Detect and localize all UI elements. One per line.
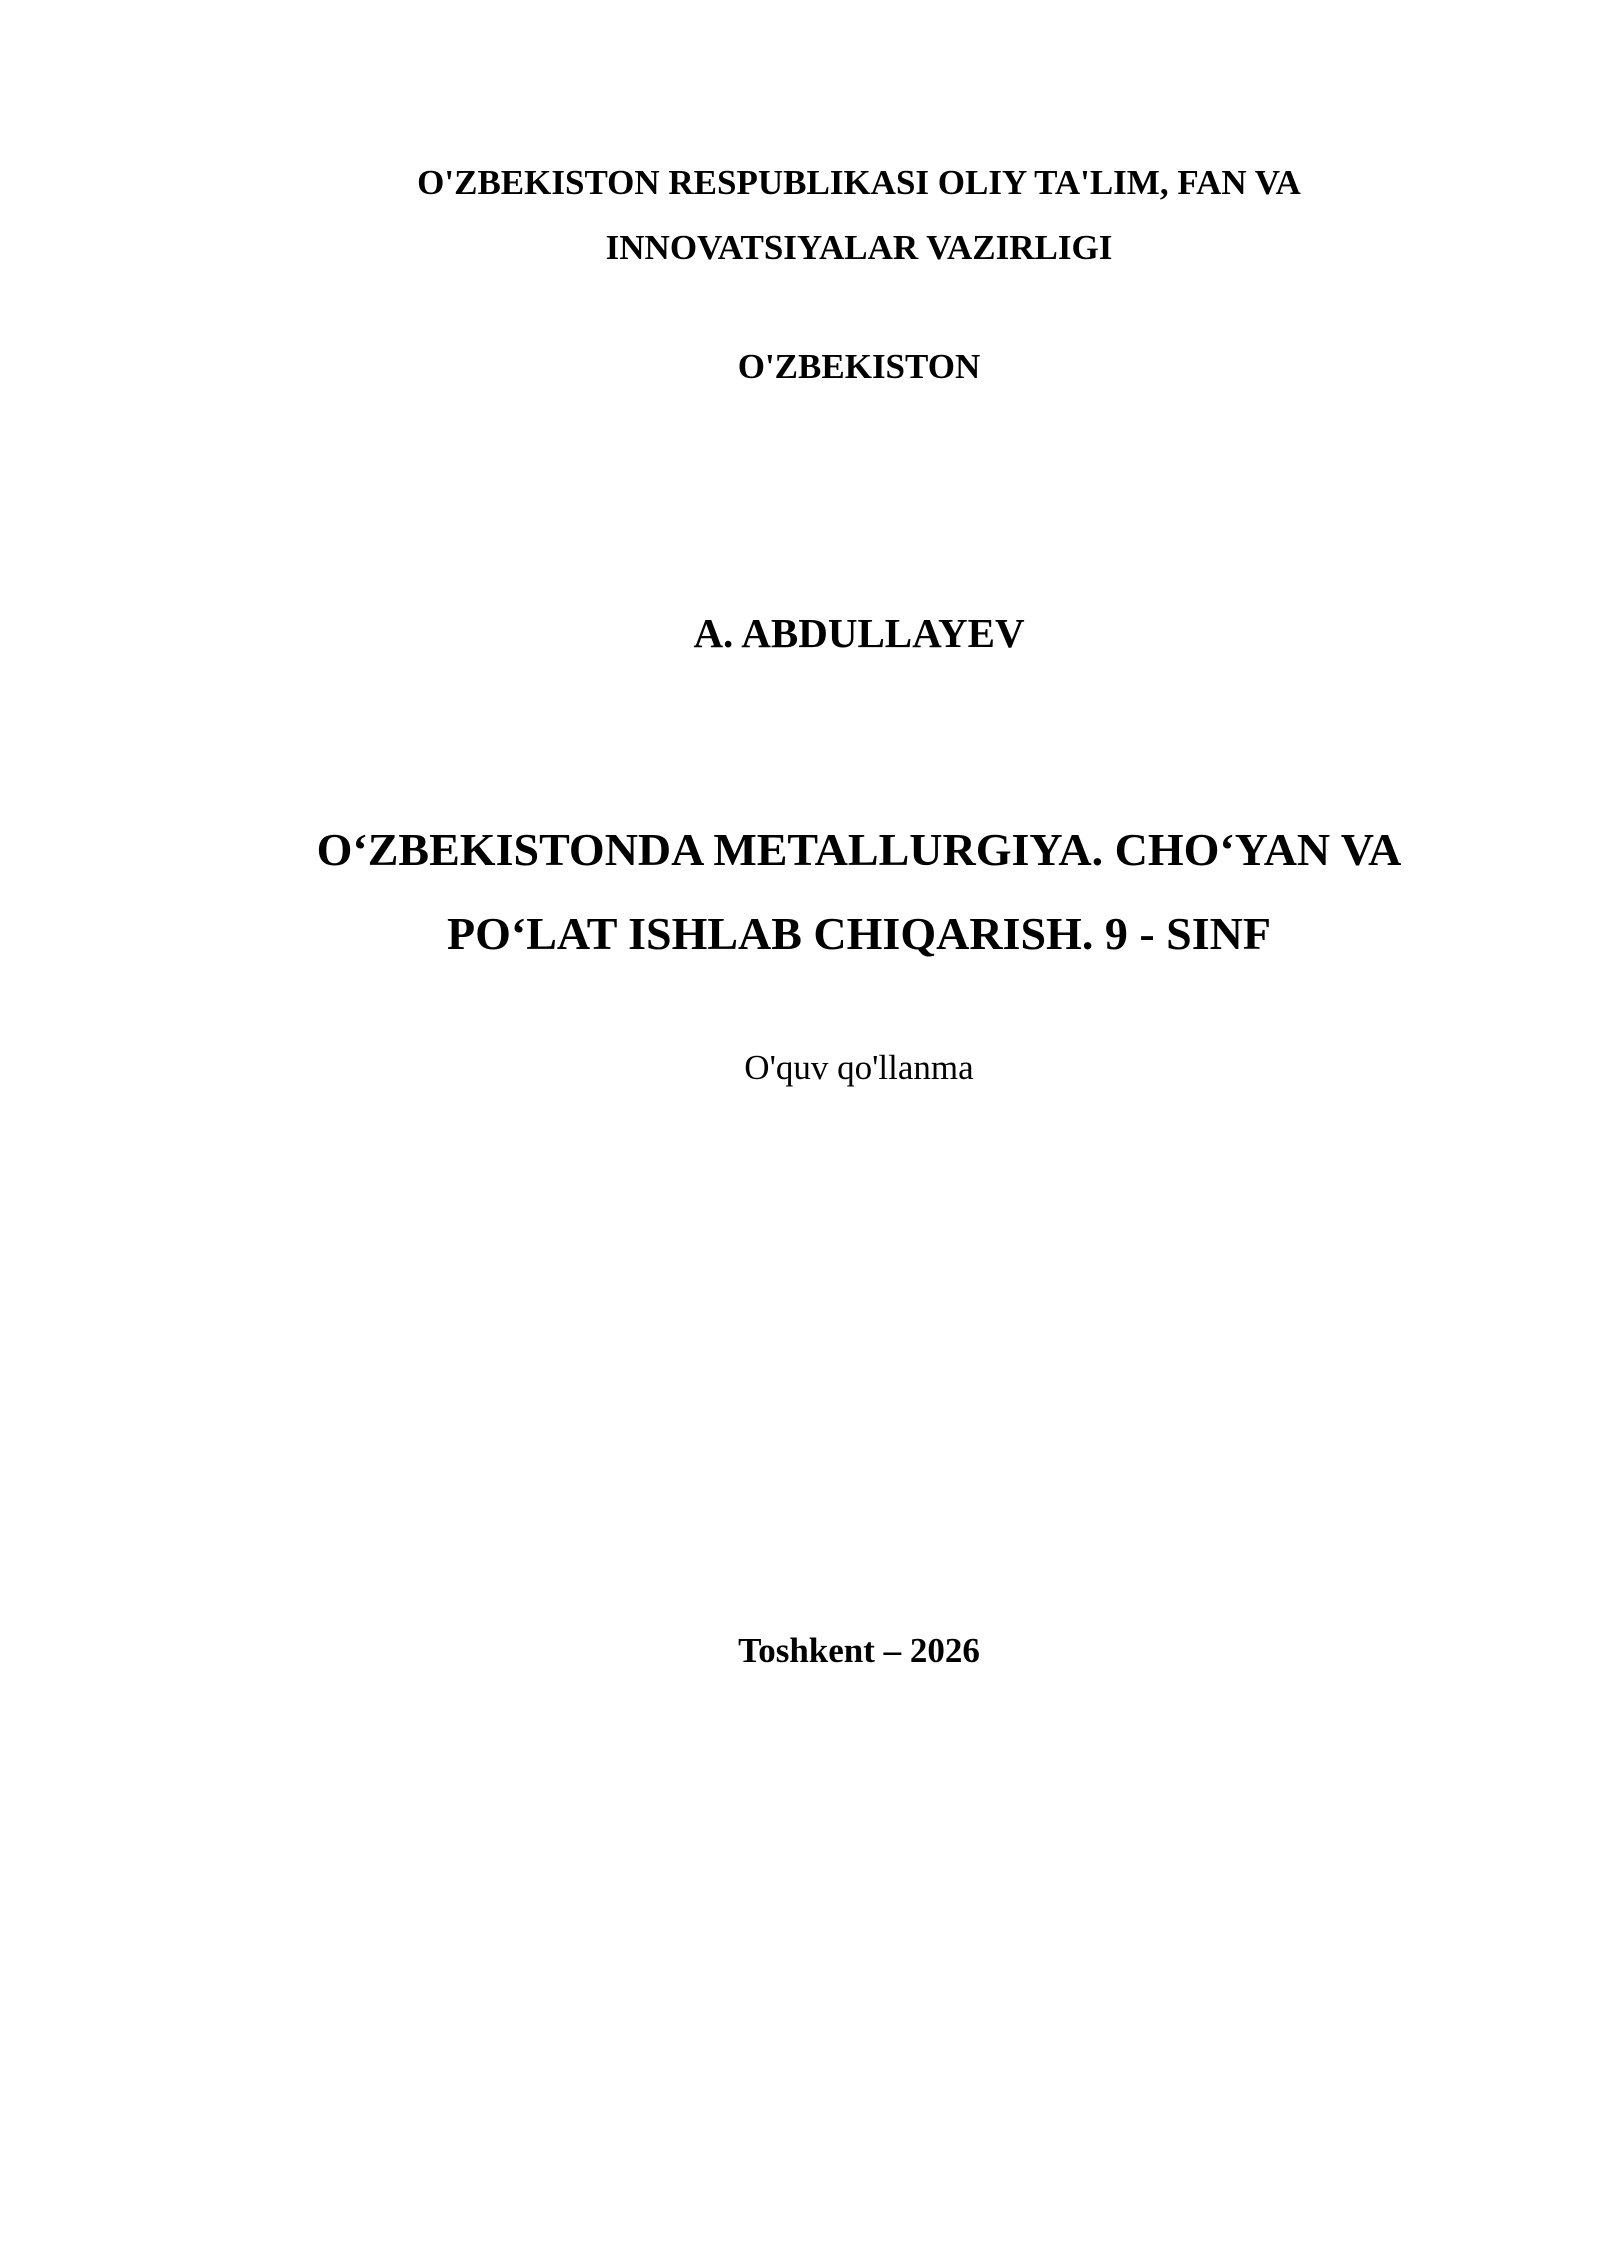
author-name: A. ABDULLAYEV xyxy=(693,610,1025,656)
country-heading: O'ZBEKISTON xyxy=(737,347,981,386)
document-title xyxy=(0,808,1600,976)
place-and-year: Toshkent – 2026 xyxy=(738,1631,980,1670)
document-type: O'quv qo'llanma xyxy=(744,1048,974,1087)
document-title-line-1: O‘ZBEKISTONDA METALLURGIYA. CHO‘YAN VA xyxy=(316,824,1402,875)
ministry-heading-line-1: O'ZBEKISTON RESPUBLIKASI OLIY TA'LIM, FAN VA xyxy=(417,163,1301,202)
ministry-heading-line-2: INNOVATSIYALAR VAZIRLIGI xyxy=(605,228,1113,267)
ministry-heading xyxy=(0,150,1600,280)
document-title-line-2: PO‘LAT ISHLAB CHIQARISH. 9 - SINF xyxy=(447,908,1271,959)
